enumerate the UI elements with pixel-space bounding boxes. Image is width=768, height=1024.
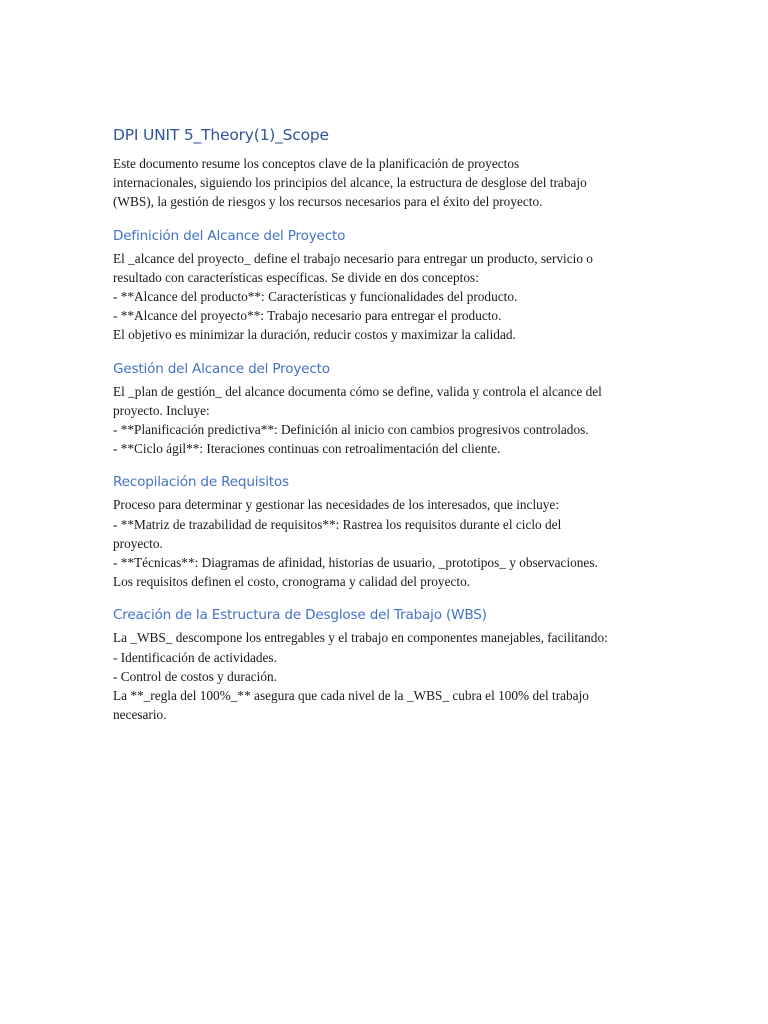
paragraph-line: Este documento resume los conceptos clave de la planificación de proyectos [113,156,520,171]
paragraph-line: La _WBS_ descompone los entregables y el trabajo en componentes manejables, facilitando: [113,630,608,646]
section-heading-scope-definition: Definición del Alcance del Proyecto [113,227,346,244]
bullet-line: - Identificación de actividades. [113,649,277,665]
intro-paragraph [113,154,653,212]
section-heading-scope-management: Gestión del Alcance del Proyecto [113,360,330,377]
paragraph-line: El objetivo es minimizar la duración, reducir costos y maximizar la calidad. [113,327,516,343]
document-title: DPI UNIT 5_Theory(1)_Scope [113,126,329,144]
paragraph-line: internacionales, siguiendo los principios del alcance, la estructura de desglose del trabajo [113,175,587,191]
section-body-wbs [113,628,653,724]
section-body-scope-definition [113,249,653,345]
bullet-line: - **Ciclo ágil**: Iteraciones continuas con retroalimentación del cliente. [113,441,501,457]
paragraph-line: (WBS), la gestión de riesgos y los recursos necesarios para el éxito del proyecto. [113,194,543,210]
document-page [113,124,653,724]
section-heading-wbs: Creación de la Estructura de Desglose del Trabajo (WBS) [113,607,487,624]
paragraph-line: Los requisitos definen el costo, cronograma y calidad del proyecto. [113,574,471,590]
bullet-line: - **Alcance del proyecto**: Trabajo necesario para entregar el producto. [113,308,502,324]
paragraph-line: necesario. [113,707,167,723]
section-body-requirements [113,495,653,591]
paragraph-line: resultado con características específicas. Se divide en dos conceptos: [113,269,479,285]
paragraph-line: El _plan de gestión_ del alcance documenta cómo se define, valida y controla el alcance del [113,383,602,399]
paragraph-line: Proceso para determinar y gestionar las necesidades de los interesados, que incluye: [113,497,560,513]
paragraph-line: La **_regla del 100%_** asegura que cada nivel de la _WBS_ cubra el 100% del trabajo [113,688,589,704]
paragraph-line: proyecto. [113,535,163,551]
bullet-line: - **Planificación predictiva**: Definición al inicio con cambios progresivos controlados. [113,422,589,438]
bullet-line: - **Alcance del producto**: Características y funcionalidades del producto. [113,289,518,305]
paragraph-line: proyecto. Incluye: [113,402,210,418]
paragraph-line: El _alcance del proyecto_ define el trabajo necesario para entregar un producto, servicio o [113,250,593,266]
bullet-line: - Control de costos y duración. [113,668,277,684]
bullet-line: - **Técnicas**: Diagramas de afinidad, historias de usuario, _prototipos_ y observaciones. [113,555,598,571]
section-heading-requirements: Recopilación de Requisitos [113,474,289,491]
section-body-scope-management [113,382,653,459]
bullet-line: - **Matriz de trazabilidad de requisitos**: Rastrea los requisitos durante el ciclo del [113,516,562,532]
